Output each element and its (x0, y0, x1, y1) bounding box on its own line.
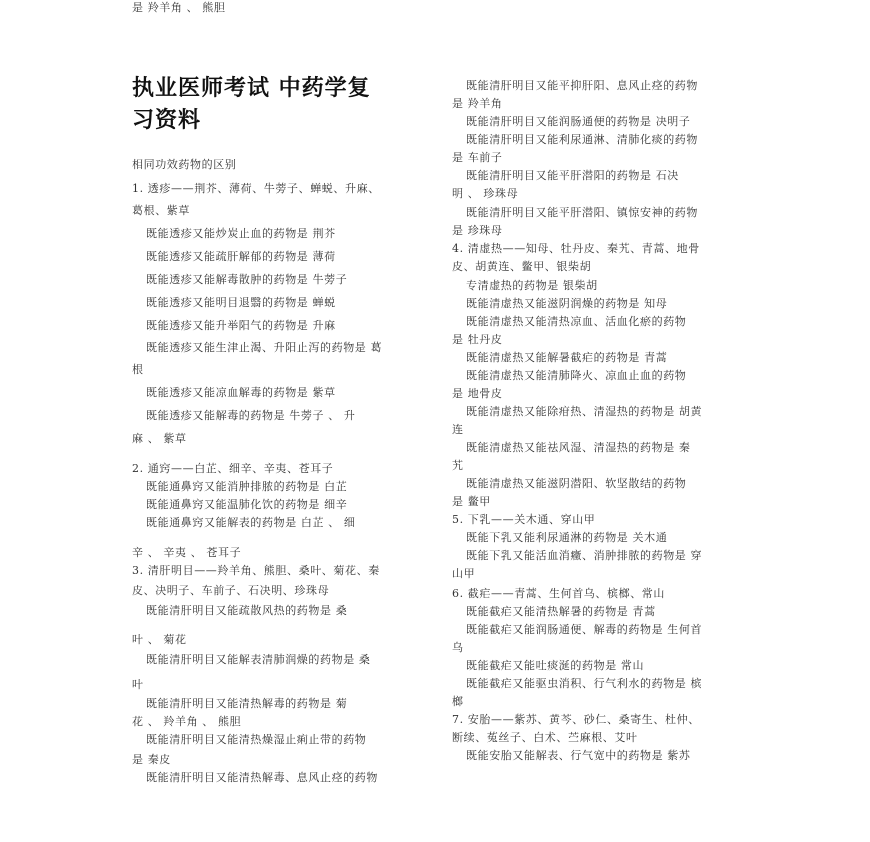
text-line: 既能清肝明目又能疏散风热的药物是 桑 (146, 604, 348, 617)
text-line: 是 珍珠母 (452, 224, 503, 237)
text-line: 断续、菟丝子、白术、苎麻根、艾叶 (452, 731, 638, 744)
text-line: 既能清虚热又能除疳热、清湿热的药物是 胡黄 (466, 405, 703, 418)
text-line: 既能透疹又能明目退翳的药物是 蝉蜕 (146, 296, 336, 309)
text-line: 既能下乳又能利尿通淋的药物是 关木通 (466, 531, 668, 544)
text-line: 既能清肝明目又能平肝潜阳的药物是 石决 (466, 169, 679, 182)
text-line: 既能清肝明目又能平抑肝阳、息风止痉的药物 (466, 79, 698, 92)
text-line: 6. 截疟——青蒿、生何首乌、槟榔、常山 (452, 587, 665, 600)
text-line: 既能安胎又能解表、行气宽中的药物是 紫苏 (466, 749, 691, 762)
text-line: 既能通鼻窍又能解表的药物是 白芷 、 细 (146, 516, 356, 529)
text-line: 3. 清肝明目——羚羊角、熊胆、桑叶、菊花、秦 (132, 564, 380, 577)
text-line: 是 羚羊角 (452, 97, 503, 110)
text-line: 既能清虚热又能清肺降火、凉血止血的药物 (466, 369, 687, 382)
text-line: 麻 、 紫草 (132, 432, 187, 445)
text-line: 叶 (132, 678, 144, 691)
text-line: 既能截疟又能驱虫消积、行气利水的药物是 槟 (466, 677, 703, 690)
text-line: 花 、 羚羊角 、 熊胆 (132, 715, 242, 728)
text-line: 既能透疹又能解毒的药物是 牛蒡子 、 升 (146, 409, 356, 422)
text-line: 既能截疟又能清热解暑的药物是 青蒿 (466, 605, 656, 618)
text-line: 7. 安胎——紫苏、黄芩、砂仁、桑寄生、杜仲、 (452, 713, 700, 726)
text-line: 既能透疹又能解毒散肿的药物是 牛蒡子 (146, 273, 348, 286)
text-line: 皮、胡黄连、鳖甲、银柴胡 (452, 260, 592, 273)
text-line: 既能清肝明目又能解表清肺润燥的药物是 桑 (146, 653, 371, 666)
text-line: 山甲 (452, 567, 476, 580)
text-line: 既能透疹又能凉血解毒的药物是 紫草 (146, 386, 336, 399)
text-line: 4. 清虚热——知母、牡丹皮、秦艽、青蒿、地骨 (452, 242, 700, 255)
text-line: 既能截疟又能润肠通便、解毒的药物是 生何首 (466, 623, 703, 636)
text-line: 葛根、紫草 (132, 204, 190, 217)
text-line: 专清虚热的药物是 银柴胡 (466, 279, 598, 292)
text-line: 辛 、 辛夷 、 苍耳子 (132, 546, 242, 559)
text-line: 既能清虚热又能滋阴润燥的药物是 知母 (466, 297, 668, 310)
text-line: 既能清虚热又能滋阴潜阳、软坚散结的药物 (466, 477, 687, 490)
text-line: 2. 通窍——白芷、细辛、辛夷、苍耳子 (132, 462, 334, 475)
text-line: 既能清肝明目又能平肝潜阳、镇惊安神的药物 (466, 206, 698, 219)
document-title (132, 72, 432, 136)
text-line: 是 车前子 (452, 151, 503, 164)
text-line: 相同功效药物的区别 (132, 158, 237, 171)
text-line: 是 鳖甲 (452, 495, 491, 508)
title-line-1: 执业医师考试 中药学复 (132, 75, 371, 101)
text-line: 5. 下乳——关木通、穿山甲 (452, 513, 596, 526)
text-line: 连 (452, 423, 464, 436)
text-line: 既能清肝明目又能利尿通淋、清肺化痰的药物 (466, 133, 698, 146)
text-line: 既能清肝明目又能清热解毒、息风止痉的药物 (146, 771, 378, 784)
text-line: 是 牡丹皮 (452, 333, 503, 346)
text-line: 皮、决明子、车前子、石决明、珍珠母 (132, 584, 330, 597)
text-line: 既能透疹又能疏肝解郁的药物是 薄荷 (146, 250, 336, 263)
text-line: 明 、 珍珠母 (452, 187, 519, 200)
text-line: 是 秦皮 (132, 753, 171, 766)
text-line: 是 羚羊角 、 熊胆 (132, 1, 226, 14)
title-line-2: 习资料 (132, 107, 202, 133)
text-line: 既能清肝明目又能润肠通便的药物是 决明子 (466, 115, 691, 128)
text-line: 既能下乳又能活血消癥、消肿排脓的药物是 穿 (466, 549, 703, 562)
text-line: 根 (132, 363, 144, 376)
text-line: 1. 透疹——荆芥、薄荷、牛蒡子、蝉蜕、升麻、 (132, 182, 380, 195)
text-line: 既能清肝明目又能清热燥湿止痢止带的药物 (146, 733, 367, 746)
text-line: 叶 、 菊花 (132, 633, 187, 646)
text-line: 既能透疹又能升举阳气的药物是 升麻 (146, 319, 336, 332)
text-line: 既能清虚热又能清热凉血、活血化瘀的药物 (466, 315, 687, 328)
text-line: 艽 (452, 459, 464, 472)
text-line: 既能透疹又能生津止渴、升阳止泻的药物是 葛 (146, 341, 383, 354)
text-line: 既能清虚热又能解暑截疟的药物是 青蒿 (466, 351, 668, 364)
text-line: 既能清虚热又能祛风湿、清湿热的药物是 秦 (466, 441, 691, 454)
text-line: 既能通鼻窍又能温肺化饮的药物是 细辛 (146, 498, 348, 511)
text-line: 既能清肝明目又能清热解毒的药物是 菊 (146, 697, 348, 710)
text-line: 既能透疹又能炒炭止血的药物是 荆芥 (146, 227, 336, 240)
text-line: 是 地骨皮 (452, 387, 503, 400)
text-line: 榔 (452, 695, 464, 708)
text-line: 既能通鼻窍又能消肿排脓的药物是 白芷 (146, 480, 348, 493)
text-line: 既能截疟又能吐痰涎的药物是 常山 (466, 659, 645, 672)
text-line: 乌 (452, 641, 464, 654)
